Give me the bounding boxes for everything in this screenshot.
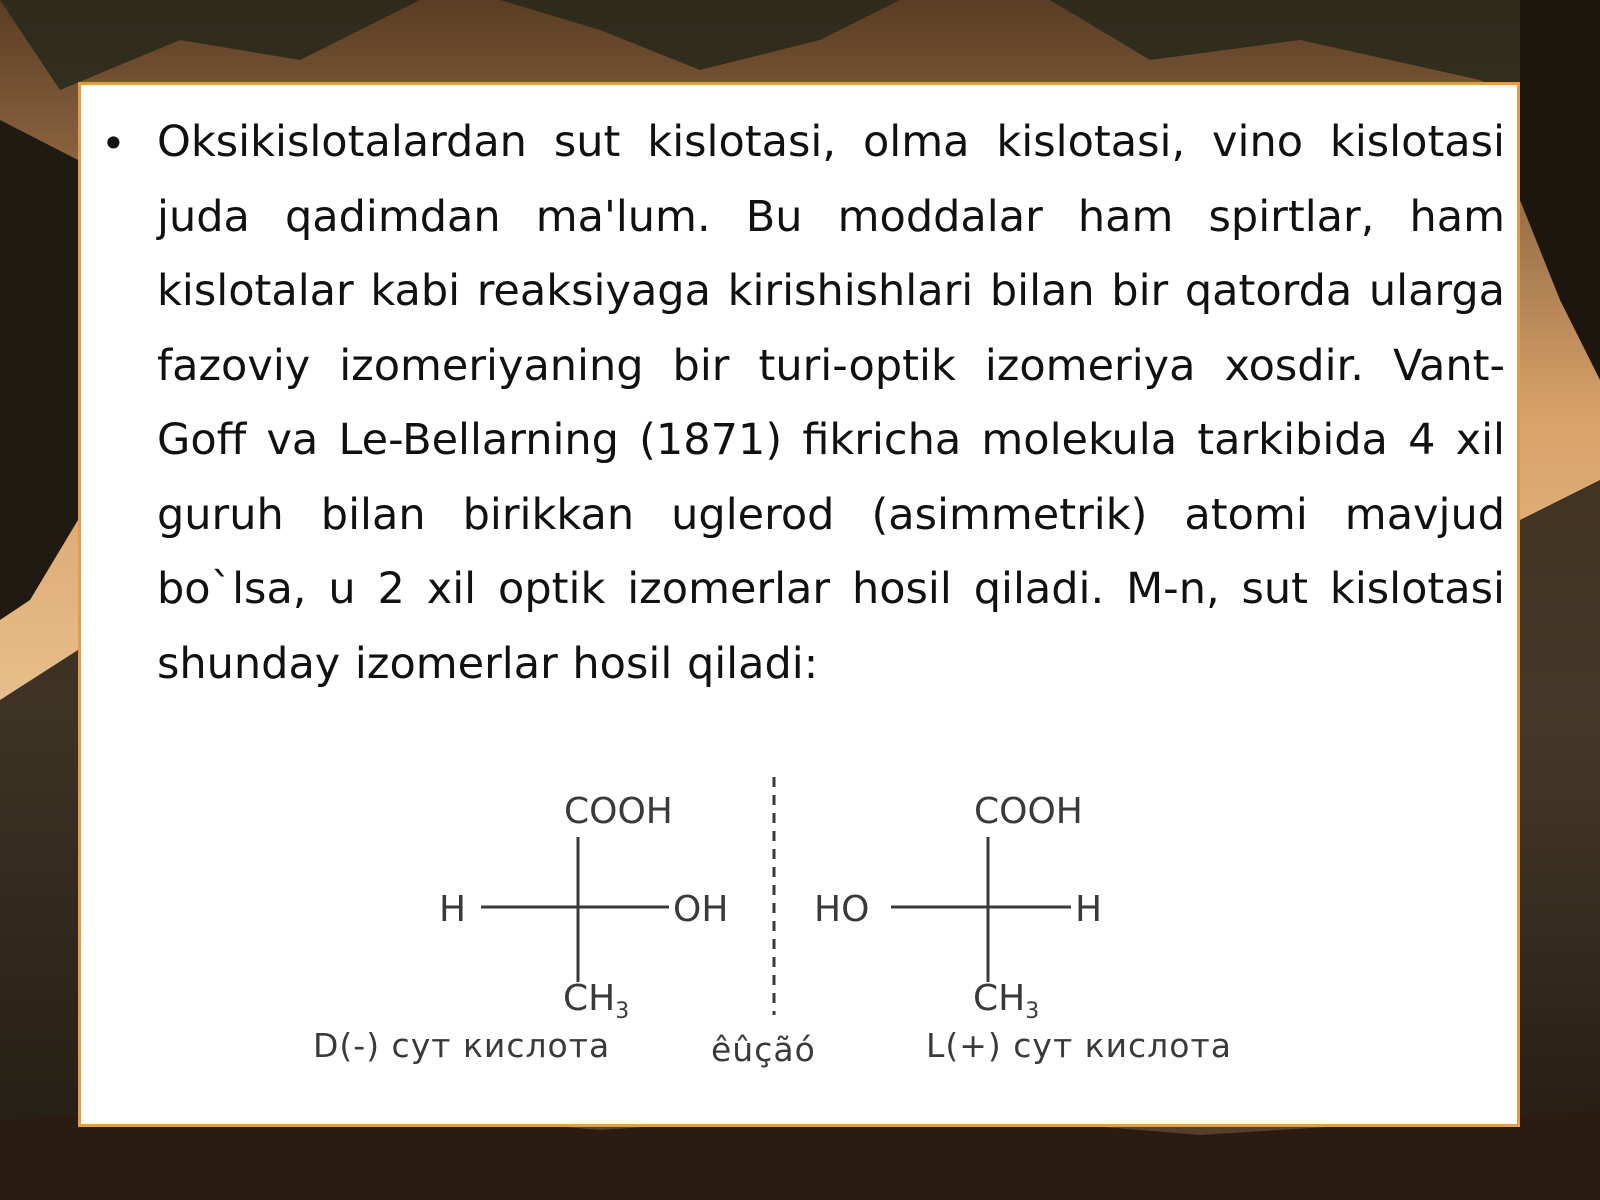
right-left-group: HO <box>814 889 870 930</box>
right-bottom-subscript: 3 <box>1025 999 1040 1024</box>
left-right-group: OH <box>673 889 729 930</box>
left-bottom-subscript: 3 <box>615 999 630 1024</box>
right-bottom-group <box>973 978 1039 1024</box>
lactic-acid-isomers-diagram <box>81 85 1523 1130</box>
right-right-group: H <box>1075 889 1103 930</box>
content-box <box>78 82 1520 1127</box>
right-top-group: COOH <box>974 791 1083 832</box>
middle-label: êûçãó <box>711 1030 816 1069</box>
left-bottom-main: CH <box>563 978 616 1019</box>
right-caption: L(+) сут кислота <box>926 1026 1232 1065</box>
left-bottom-group <box>563 978 629 1024</box>
right-bottom-main: CH <box>973 978 1026 1019</box>
left-caption: D(-) сут кислота <box>313 1026 611 1065</box>
left-left-group: H <box>439 889 467 930</box>
body-paragraph: Oksikislotalardan sut kislotasi, olma kislotasi, vino kislotasi juda qadimdan ma'lum. Bu moddalar ham spirtlar, ham kislotalar kabi reaksiyaga kirishishlari bilan bir qatorda ularga fazoviy izomeriyaning bir turi-optik izomeriya xosdir. Vant-Goff va Le-Bellarning (1871) fikricha molekula tarkibida 4 xil guruh bilan birikkan uglerod (asimmetrik) atomi mavjud bo`lsa, u 2 xil optik izomerlar hosil qiladi. M-n, sut kislotasi shunday izomerlar hosil qiladi: <box>157 117 1505 689</box>
bullet-point: • <box>101 119 126 168</box>
left-top-group: COOH <box>564 791 673 832</box>
